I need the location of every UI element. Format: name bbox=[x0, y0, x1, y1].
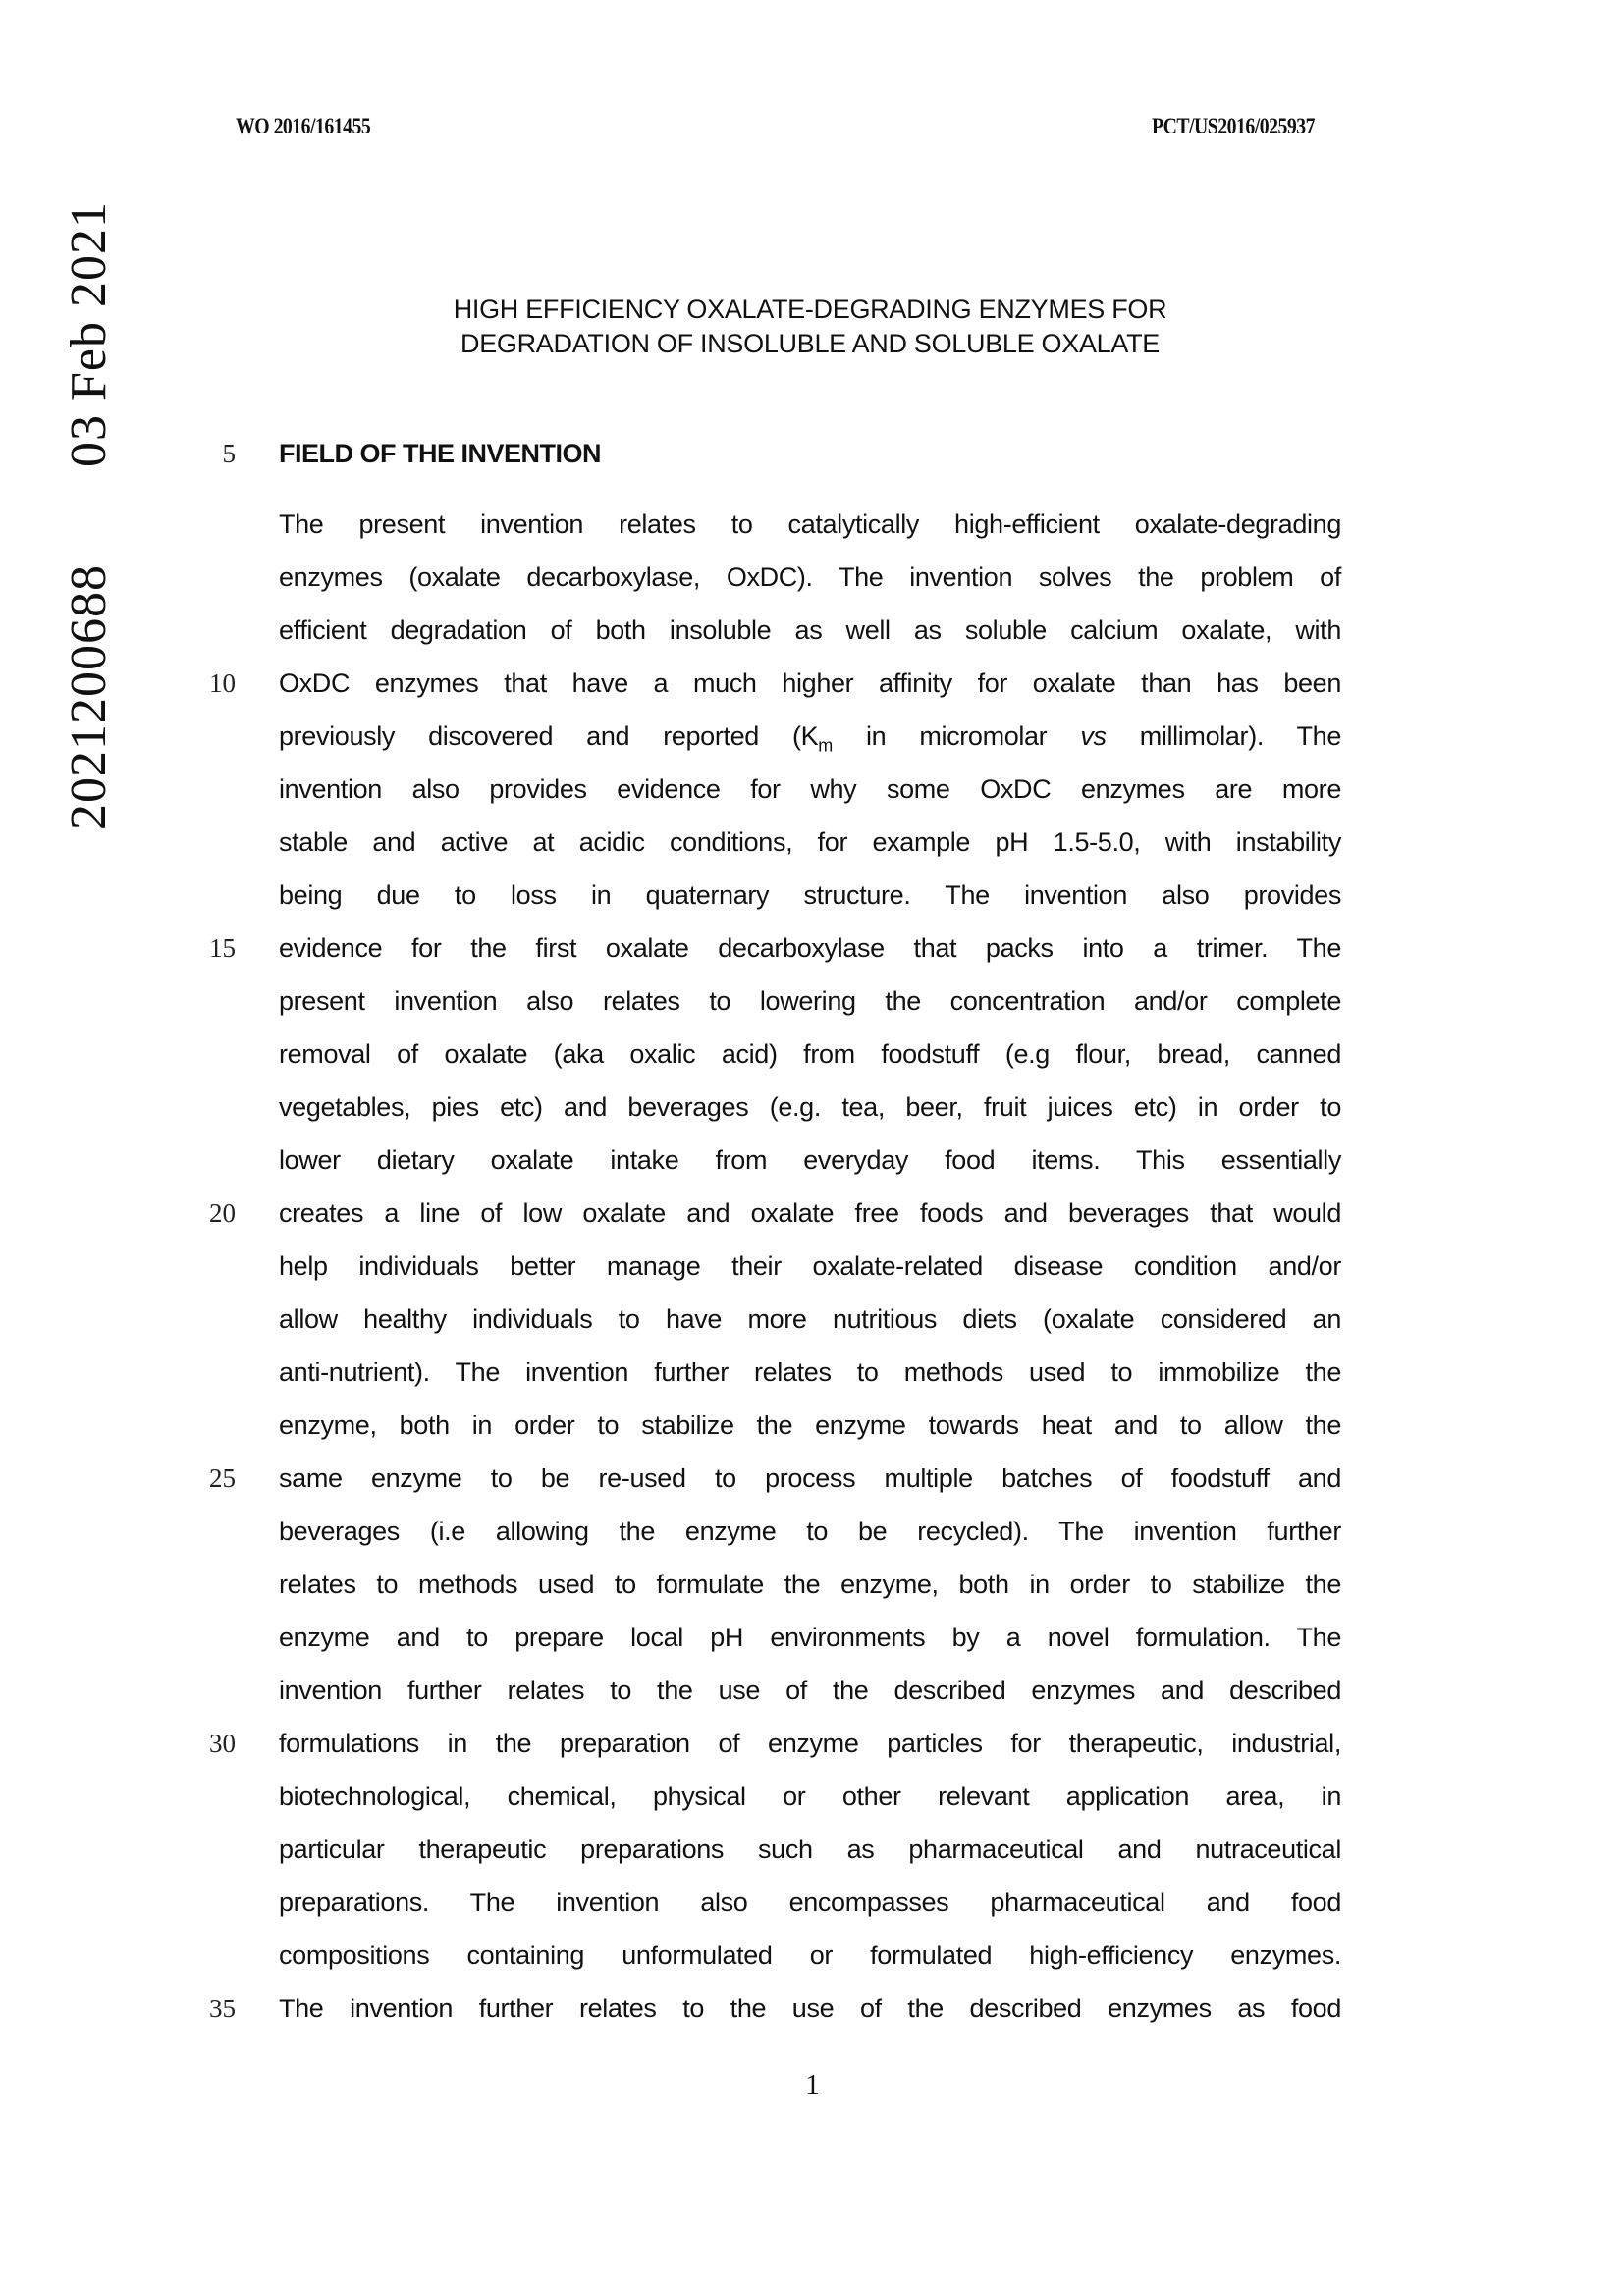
text-line bbox=[0, 1293, 1623, 1346]
line-text: vegetables, pies etc) and beverages (e.g. tea, beer, fruit juices etc) in order to bbox=[279, 1093, 1341, 1122]
text-line bbox=[0, 1558, 1623, 1611]
text-line bbox=[0, 1611, 1623, 1664]
line-text: lower dietary oxalate intake from everyday food items. This essentially bbox=[279, 1146, 1341, 1175]
line-text: enzyme, both in order to stabilize the enzyme towards heat and to allow the bbox=[279, 1411, 1341, 1440]
text-line bbox=[0, 816, 1623, 869]
line-number: 35 bbox=[209, 1994, 236, 2023]
line-text: removal of oxalate (aka oxalic acid) from foodstuff (e.g flour, bread, canned bbox=[279, 1040, 1341, 1069]
line-text: invention also provides evidence for why some OxDC enzymes are more bbox=[279, 774, 1341, 804]
title-line-1: HIGH EFFICIENCY OXALATE-DEGRADING ENZYMES FOR bbox=[453, 294, 1167, 324]
line-text: stable and active at acidic conditions, for example pH 1.5-5.0, with instability bbox=[279, 828, 1341, 857]
line-text: compositions containing unformulated or formulated high-efficiency enzymes. bbox=[279, 1941, 1341, 1970]
line-text: The invention further relates to the use of the described enzymes as food bbox=[279, 1994, 1341, 2023]
text-line bbox=[0, 604, 1623, 657]
line-number: 15 bbox=[209, 934, 236, 963]
text-segment: previously discovered and reported (K bbox=[279, 721, 819, 751]
text-line bbox=[0, 1876, 1623, 1929]
line-text: The present invention relates to catalytically high-efficient oxalate-degrading bbox=[279, 509, 1341, 539]
page-number bbox=[0, 2067, 1623, 2103]
text-line bbox=[0, 1505, 1623, 1558]
line-text: being due to loss in quaternary structure. The invention also provides bbox=[279, 881, 1341, 910]
line-number: 20 bbox=[209, 1199, 236, 1228]
line-text: evidence for the first oxalate decarboxylase that packs into a trimer. The bbox=[279, 934, 1341, 963]
text-line bbox=[0, 975, 1623, 1028]
line-text: enzymes (oxalate decarboxylase, OxDC). The invention solves the problem of bbox=[279, 562, 1341, 592]
line-text: particular therapeutic preparations such as pharmaceutical and nutraceutical bbox=[279, 1835, 1341, 1864]
line-text: OxDC enzymes that have a much higher affinity for oxalate than has been bbox=[279, 668, 1341, 698]
line-number: 30 bbox=[209, 1729, 236, 1758]
text-line bbox=[0, 869, 1623, 922]
italic-vs: vs bbox=[1080, 721, 1107, 751]
text-line bbox=[0, 1081, 1623, 1134]
text-line bbox=[0, 763, 1623, 816]
km-subscript: m bbox=[818, 735, 833, 756]
line-text: efficient degradation of both insoluble as well as soluble calcium oxalate, with bbox=[279, 615, 1341, 645]
text-line bbox=[0, 1929, 1623, 1982]
line-text: present invention also relates to lowering the concentration and/or complete bbox=[279, 987, 1341, 1016]
section-heading: FIELD OF THE INVENTION bbox=[279, 439, 602, 468]
text-line bbox=[0, 1134, 1623, 1187]
line-text: invention further relates to the use of the described enzymes and described bbox=[279, 1676, 1341, 1705]
text-line bbox=[0, 657, 1623, 710]
line-text: enzyme and to prepare local pH environments by a novel formulation. The bbox=[279, 1623, 1341, 1652]
line-text bbox=[279, 710, 1341, 763]
line-text: help individuals better manage their oxalate-related disease condition and/or bbox=[279, 1252, 1341, 1281]
section-heading-row bbox=[0, 427, 1623, 480]
text-line bbox=[0, 1187, 1623, 1240]
line-number: 25 bbox=[209, 1464, 236, 1493]
line-text: creates a line of low oxalate and oxalate free foods and beverages that would bbox=[279, 1199, 1341, 1228]
text-line bbox=[0, 1452, 1623, 1505]
line-number: 10 bbox=[209, 668, 236, 698]
text-segment: in micromolar bbox=[832, 721, 1081, 751]
text-line bbox=[0, 1664, 1623, 1717]
text-line bbox=[0, 551, 1623, 604]
text-line bbox=[0, 1240, 1623, 1293]
line-text: anti-nutrient). The invention further relates to methods used to immobilize the bbox=[279, 1358, 1341, 1387]
line-text: beverages (i.e allowing the enzyme to be recycled). The invention further bbox=[279, 1517, 1341, 1546]
line-text: same enzyme to be re-used to process multiple batches of foodstuff and bbox=[279, 1464, 1341, 1493]
title-line-2: DEGRADATION OF INSOLUBLE AND SOLUBLE OXALATE bbox=[460, 329, 1160, 358]
text-line bbox=[0, 1982, 1623, 2035]
document-title bbox=[279, 293, 1341, 361]
application-number: PCT/US2016/025937 bbox=[1152, 114, 1315, 138]
text-line bbox=[0, 498, 1623, 551]
text-line bbox=[0, 710, 1623, 763]
page-number-value: 1 bbox=[805, 2069, 820, 2101]
line-text: preparations. The invention also encompasses pharmaceutical and food bbox=[279, 1888, 1341, 1917]
line-text: relates to methods used to formulate the enzyme, both in order to stabilize the bbox=[279, 1570, 1341, 1599]
line-number: 5 bbox=[222, 439, 236, 468]
text-line bbox=[0, 1823, 1623, 1876]
publication-number: WO 2016/161455 bbox=[236, 114, 371, 138]
text-line bbox=[0, 1346, 1623, 1399]
line-text: allow healthy individuals to have more nutritious diets (oxalate considered an bbox=[279, 1305, 1341, 1334]
line-text: formulations in the preparation of enzyme particles for therapeutic, industrial, bbox=[279, 1729, 1341, 1758]
stamp-date: 03 Feb 2021 bbox=[61, 201, 117, 467]
text-line bbox=[0, 1717, 1623, 1770]
stamp-document-number: 2021200688 bbox=[61, 564, 117, 829]
text-line bbox=[0, 1399, 1623, 1452]
text-line bbox=[0, 1770, 1623, 1823]
line-text: biotechnological, chemical, physical or other relevant application area, in bbox=[279, 1782, 1341, 1811]
text-line bbox=[0, 922, 1623, 975]
text-segment: millimolar). The bbox=[1106, 721, 1341, 751]
text-line bbox=[0, 1028, 1623, 1081]
